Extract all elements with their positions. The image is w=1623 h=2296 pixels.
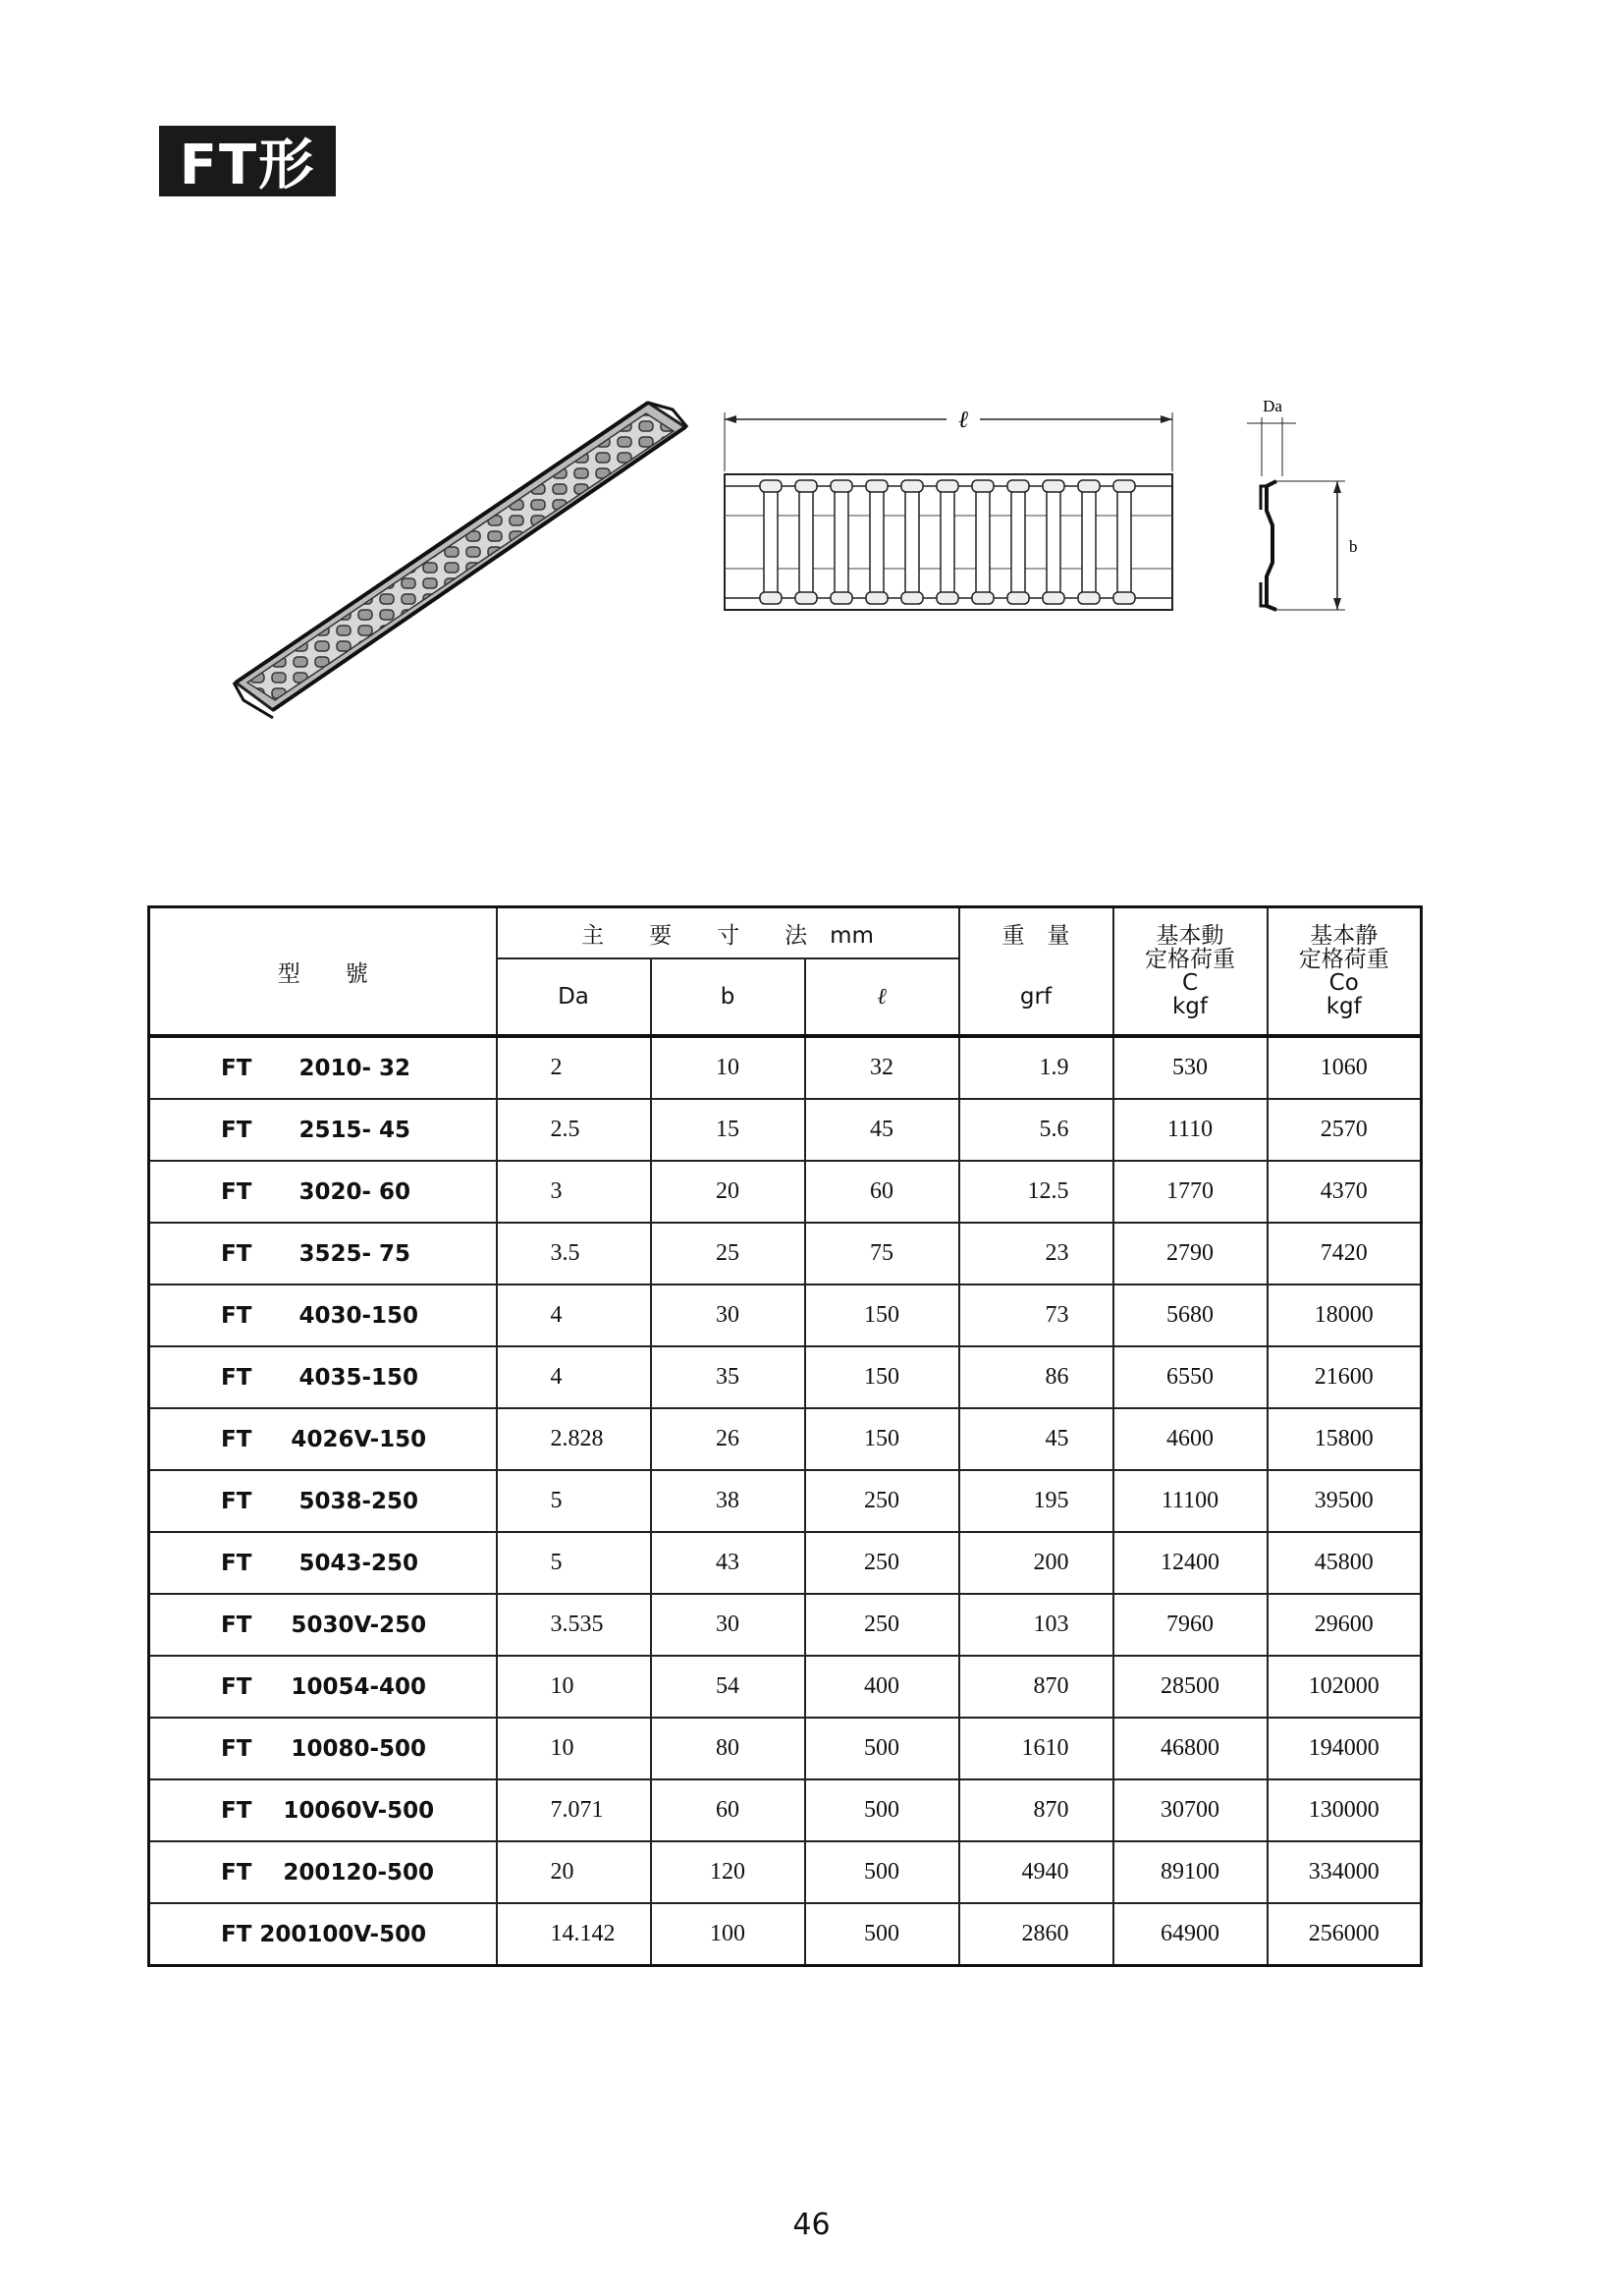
header-grf: grf — [959, 958, 1113, 1036]
da-cell: 3.5 — [497, 1223, 651, 1285]
b-cell: 60 — [651, 1779, 805, 1841]
page-number: 46 — [792, 2208, 831, 2242]
weight-cell: 5.6 — [959, 1099, 1113, 1161]
model-cell: FT 2515- 45 — [149, 1099, 497, 1161]
dynamic-load-cell: 4600 — [1113, 1408, 1268, 1470]
b-cell: 26 — [651, 1408, 805, 1470]
length-cell: 250 — [805, 1470, 959, 1532]
length-cell: 500 — [805, 1841, 959, 1903]
b-cell: 100 — [651, 1903, 805, 1966]
dynamic-load-cell: 1110 — [1113, 1099, 1268, 1161]
thickness-dimension-label: Da — [1263, 397, 1282, 415]
model-cell: FT 4026V-150 — [149, 1408, 497, 1470]
dynamic-load-cell: 6550 — [1113, 1346, 1268, 1408]
b-cell: 20 — [651, 1161, 805, 1223]
b-cell: 54 — [651, 1656, 805, 1718]
length-cell: 500 — [805, 1779, 959, 1841]
cage-side-view — [1247, 397, 1358, 610]
da-cell: 3.535 — [497, 1594, 651, 1656]
table-row — [149, 1099, 1422, 1161]
weight-cell: 2860 — [959, 1903, 1113, 1966]
da-cell: 3 — [497, 1161, 651, 1223]
b-cell: 38 — [651, 1470, 805, 1532]
weight-cell: 870 — [959, 1779, 1113, 1841]
header-model: 型 號 — [149, 907, 497, 1037]
weight-cell: 4940 — [959, 1841, 1113, 1903]
weight-cell: 86 — [959, 1346, 1113, 1408]
header-weight: 重 量 — [959, 907, 1113, 959]
weight-cell: 12.5 — [959, 1161, 1113, 1223]
da-cell: 5 — [497, 1532, 651, 1594]
weight-cell: 73 — [959, 1285, 1113, 1346]
static-load-cell: 18000 — [1268, 1285, 1422, 1346]
da-cell: 4 — [497, 1285, 651, 1346]
da-cell: 5 — [497, 1470, 651, 1532]
specification-rows — [149, 1036, 1422, 1966]
da-cell: 2.828 — [497, 1408, 651, 1470]
dynamic-load-cell: 12400 — [1113, 1532, 1268, 1594]
static-load-cell: 29600 — [1268, 1594, 1422, 1656]
length-cell: 400 — [805, 1656, 959, 1718]
dynamic-load-cell: 530 — [1113, 1036, 1268, 1099]
model-cell: FT 10054-400 — [149, 1656, 497, 1718]
weight-cell: 1610 — [959, 1718, 1113, 1779]
da-cell: 10 — [497, 1718, 651, 1779]
length-cell: 500 — [805, 1718, 959, 1779]
dynamic-load-cell: 46800 — [1113, 1718, 1268, 1779]
table-row — [149, 1036, 1422, 1099]
length-cell: 45 — [805, 1099, 959, 1161]
static-load-cell: 256000 — [1268, 1903, 1422, 1966]
length-cell: 60 — [805, 1161, 959, 1223]
model-cell: FT 10080-500 — [149, 1718, 497, 1779]
table-row — [149, 1656, 1422, 1718]
table-row — [149, 1408, 1422, 1470]
length-cell: 250 — [805, 1594, 959, 1656]
page-title: FT形 — [159, 126, 336, 196]
b-cell: 25 — [651, 1223, 805, 1285]
table-row — [149, 1161, 1422, 1223]
table-row — [149, 1718, 1422, 1779]
header-da: Da — [497, 958, 651, 1036]
specification-table — [147, 905, 1423, 1967]
model-cell: FT 4030-150 — [149, 1285, 497, 1346]
b-cell: 80 — [651, 1718, 805, 1779]
static-load-cell: 194000 — [1268, 1718, 1422, 1779]
dynamic-load-cell: 2790 — [1113, 1223, 1268, 1285]
model-cell: FT 5030V-250 — [149, 1594, 497, 1656]
product-figures — [226, 388, 1404, 751]
header-length: ℓ — [805, 958, 959, 1036]
da-cell: 20 — [497, 1841, 651, 1903]
static-load-cell: 102000 — [1268, 1656, 1422, 1718]
header-b: b — [651, 958, 805, 1036]
length-cell: 150 — [805, 1285, 959, 1346]
table-row — [149, 1594, 1422, 1656]
header-static-load: 基本静 定格荷重 Co kgf — [1268, 907, 1422, 1037]
dynamic-load-cell: 11100 — [1113, 1470, 1268, 1532]
model-cell: FT 5038-250 — [149, 1470, 497, 1532]
model-cell: FT 200100V-500 — [149, 1903, 497, 1966]
length-cell: 150 — [805, 1346, 959, 1408]
table-row — [149, 1779, 1422, 1841]
model-cell: FT 3525- 75 — [149, 1223, 497, 1285]
table-row — [149, 1223, 1422, 1285]
da-cell: 4 — [497, 1346, 651, 1408]
length-cell: 75 — [805, 1223, 959, 1285]
b-cell: 15 — [651, 1099, 805, 1161]
dynamic-load-cell: 64900 — [1113, 1903, 1268, 1966]
da-cell: 14.142 — [497, 1903, 651, 1966]
static-load-cell: 1060 — [1268, 1036, 1422, 1099]
weight-cell: 103 — [959, 1594, 1113, 1656]
model-cell: FT 2010- 32 — [149, 1036, 497, 1099]
weight-cell: 870 — [959, 1656, 1113, 1718]
header-dynamic-load: 基本動 定格荷重 C kgf — [1113, 907, 1268, 1037]
table-row — [149, 1532, 1422, 1594]
dynamic-load-cell: 28500 — [1113, 1656, 1268, 1718]
b-cell: 43 — [651, 1532, 805, 1594]
static-load-cell: 15800 — [1268, 1408, 1422, 1470]
cage-isometric-view — [234, 403, 687, 718]
dynamic-load-cell: 1770 — [1113, 1161, 1268, 1223]
weight-cell: 23 — [959, 1223, 1113, 1285]
length-cell: 32 — [805, 1036, 959, 1099]
static-load-cell: 7420 — [1268, 1223, 1422, 1285]
header-main-dimensions: 主 要 寸 法 mm — [497, 907, 959, 959]
model-cell: FT 4035-150 — [149, 1346, 497, 1408]
b-cell: 30 — [651, 1594, 805, 1656]
da-cell: 10 — [497, 1656, 651, 1718]
length-cell: 250 — [805, 1532, 959, 1594]
table-row — [149, 1285, 1422, 1346]
da-cell: 2 — [497, 1036, 651, 1099]
weight-cell: 195 — [959, 1470, 1113, 1532]
weight-cell: 1.9 — [959, 1036, 1113, 1099]
cage-front-view — [725, 406, 1172, 610]
static-load-cell: 21600 — [1268, 1346, 1422, 1408]
static-load-cell: 4370 — [1268, 1161, 1422, 1223]
dynamic-load-cell: 89100 — [1113, 1841, 1268, 1903]
static-load-cell: 2570 — [1268, 1099, 1422, 1161]
length-cell: 150 — [805, 1408, 959, 1470]
static-load-cell: 334000 — [1268, 1841, 1422, 1903]
table-row — [149, 1346, 1422, 1408]
model-cell: FT 200120-500 — [149, 1841, 497, 1903]
length-cell: 500 — [805, 1903, 959, 1966]
static-load-cell: 39500 — [1268, 1470, 1422, 1532]
dynamic-load-cell: 30700 — [1113, 1779, 1268, 1841]
b-cell: 10 — [651, 1036, 805, 1099]
weight-cell: 45 — [959, 1408, 1113, 1470]
da-cell: 7.071 — [497, 1779, 651, 1841]
b-cell: 30 — [651, 1285, 805, 1346]
b-cell: 35 — [651, 1346, 805, 1408]
model-cell: FT 3020- 60 — [149, 1161, 497, 1223]
model-cell: FT 10060V-500 — [149, 1779, 497, 1841]
model-cell: FT 5043-250 — [149, 1532, 497, 1594]
b-cell: 120 — [651, 1841, 805, 1903]
table-row — [149, 1470, 1422, 1532]
da-cell: 2.5 — [497, 1099, 651, 1161]
dynamic-load-cell: 7960 — [1113, 1594, 1268, 1656]
width-dimension-label: b — [1349, 537, 1358, 556]
table-row — [149, 1903, 1422, 1966]
weight-cell: 200 — [959, 1532, 1113, 1594]
dynamic-load-cell: 5680 — [1113, 1285, 1268, 1346]
static-load-cell: 45800 — [1268, 1532, 1422, 1594]
static-load-cell: 130000 — [1268, 1779, 1422, 1841]
table-row — [149, 1841, 1422, 1903]
length-dimension-label: ℓ — [958, 408, 968, 433]
